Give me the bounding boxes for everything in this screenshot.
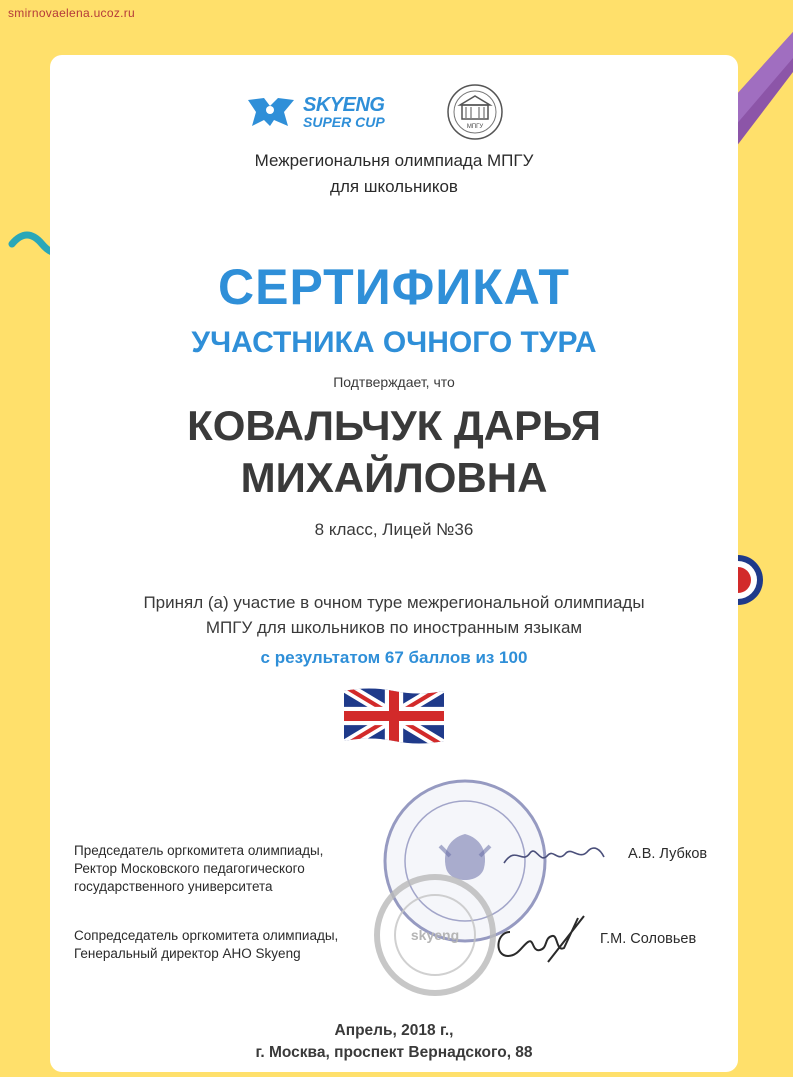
half-circle-flag-decoration (738, 555, 772, 605)
grade-school: 8 класс, Лицей №36 (314, 520, 474, 539)
signatory-2-name: Г.М. Соловьев (600, 931, 697, 947)
signature-lubkov (500, 835, 610, 875)
signatory-1-title-line-2: Ректор Московского педагогического (74, 861, 305, 876)
confirm-text: Подтверждает, что (333, 374, 455, 390)
participant-name-line-2: МИХАЙЛОВНА (240, 454, 548, 501)
description-line-1: Принял (а) участие в очном туре межрегиональной олимпиады (143, 593, 645, 612)
participation-description (50, 590, 738, 640)
signatory-1-title (74, 842, 323, 896)
footer-date: Апрель, 2018 г., (334, 1022, 454, 1039)
uk-flag-icon (343, 686, 445, 746)
olympiad-line-1: Межрегиональня олимпиада МПГУ (254, 151, 534, 170)
description-line-2: МПГУ для школьников по иностранным языкам (205, 618, 583, 637)
logo-text-skyeng: SKYENG (303, 94, 385, 116)
certificate-subtitle: УЧАСТНИКА ОЧНОГО ТУРА (191, 326, 597, 359)
signatory-1-title-line-1: Председатель оргкомитета олимпиады, (74, 843, 324, 858)
watermark: smirnovaelena.ucoz.ru (8, 6, 136, 20)
skyeng-stamp (373, 873, 498, 998)
logo-text-supercup: SUPER CUP (303, 114, 385, 130)
olympiad-name (50, 148, 738, 200)
participant-name (50, 400, 738, 504)
olympiad-line-2: для школьников (330, 177, 458, 196)
certificate-title: СЕРТИФИКАТ (218, 259, 570, 315)
skyeng-logo-icon (244, 94, 296, 130)
signatory-2-title-line-1: Сопредседатель оргкомитета олимпиады, (74, 928, 339, 943)
signatory-1-title-line-3: государственного университета (74, 879, 273, 894)
participant-name-line-1: КОВАЛЬЧУК ДАРЬЯ (187, 402, 601, 449)
signatory-2-title-line-2: Генеральный директор АНО Skyeng (74, 946, 301, 961)
footer-date-place (50, 1020, 738, 1064)
signatory-2-title (74, 927, 338, 963)
footer-address: г. Москва, проспект Вернадского, 88 (255, 1044, 533, 1061)
mpgu-emblem-icon (444, 83, 506, 141)
result-text: с результатом 67 баллов из 100 (260, 648, 528, 667)
signature-solovyev (488, 912, 588, 972)
signatory-1-name: А.В. Лубков (628, 846, 708, 862)
emblem-text: МПГУ (466, 124, 484, 130)
svg-text:skyeng: skyeng (410, 927, 460, 943)
